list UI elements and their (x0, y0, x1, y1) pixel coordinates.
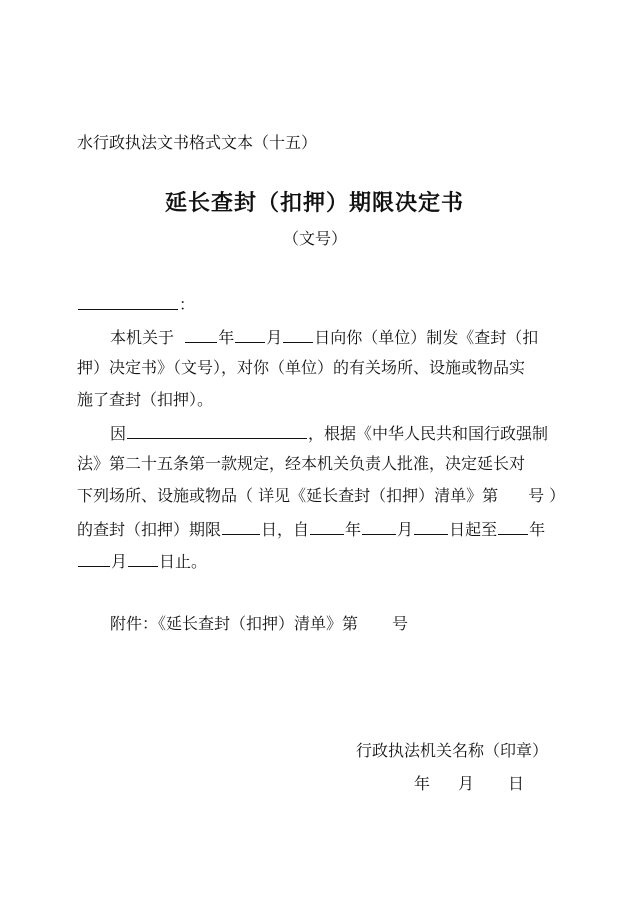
paragraph-2-line-3: 下列场所、设施或物品（ 详见《延长查封（扣押）清单》第 号 ） (77, 486, 566, 505)
document-header: 水行政执法文书格式文本（十五） (77, 133, 318, 152)
period-days-blank[interactable] (222, 518, 260, 535)
paragraph-1-line-1: 本机关于 年 月 日向你（单位）制发《查封（扣 (110, 328, 539, 347)
paragraph-1-line-2: 押）决定书》（文号），对你（单位）的有关场所、设施或物品实 (77, 358, 526, 377)
paragraph-2-line-4: 的查封（扣押）期限 日，自 年 月 日起至 年 (77, 520, 546, 539)
addressee-blank[interactable] (78, 293, 178, 310)
attachment-line: 附件：《延长查封（扣押）清单》第 号 (110, 614, 409, 633)
addressee-colon: ： (179, 295, 196, 314)
signature-org: 行政执法机关名称（印章） (356, 741, 549, 760)
paragraph-2-line-5: 月 日止。 (77, 550, 207, 572)
to-month-blank[interactable] (78, 550, 110, 567)
paragraph-2-line-1: 因 ，根据《中华人民共和国行政强制 (110, 424, 549, 443)
signature-date: 年 月 日 (414, 774, 525, 793)
p1-day-blank[interactable] (283, 326, 313, 343)
to-year-blank[interactable] (498, 518, 528, 535)
document-title: 延长查封（扣押）期限决定书 (165, 191, 465, 216)
p1-month-blank[interactable] (235, 326, 265, 343)
reason-blank[interactable] (127, 422, 307, 439)
to-day-blank[interactable] (128, 550, 158, 567)
addressee-line (77, 293, 195, 315)
paragraph-1-line-3: 施了查封（扣押）。 (77, 390, 214, 409)
from-year-blank[interactable] (310, 518, 344, 535)
from-day-blank[interactable] (414, 518, 448, 535)
from-month-blank[interactable] (362, 518, 396, 535)
paragraph-2-line-2: 法》第二十五条第一款规定，经本机关负责人批准，决定延长对 (77, 454, 526, 473)
document-number: （文号） (283, 229, 348, 248)
p1-year-blank[interactable] (185, 326, 217, 343)
